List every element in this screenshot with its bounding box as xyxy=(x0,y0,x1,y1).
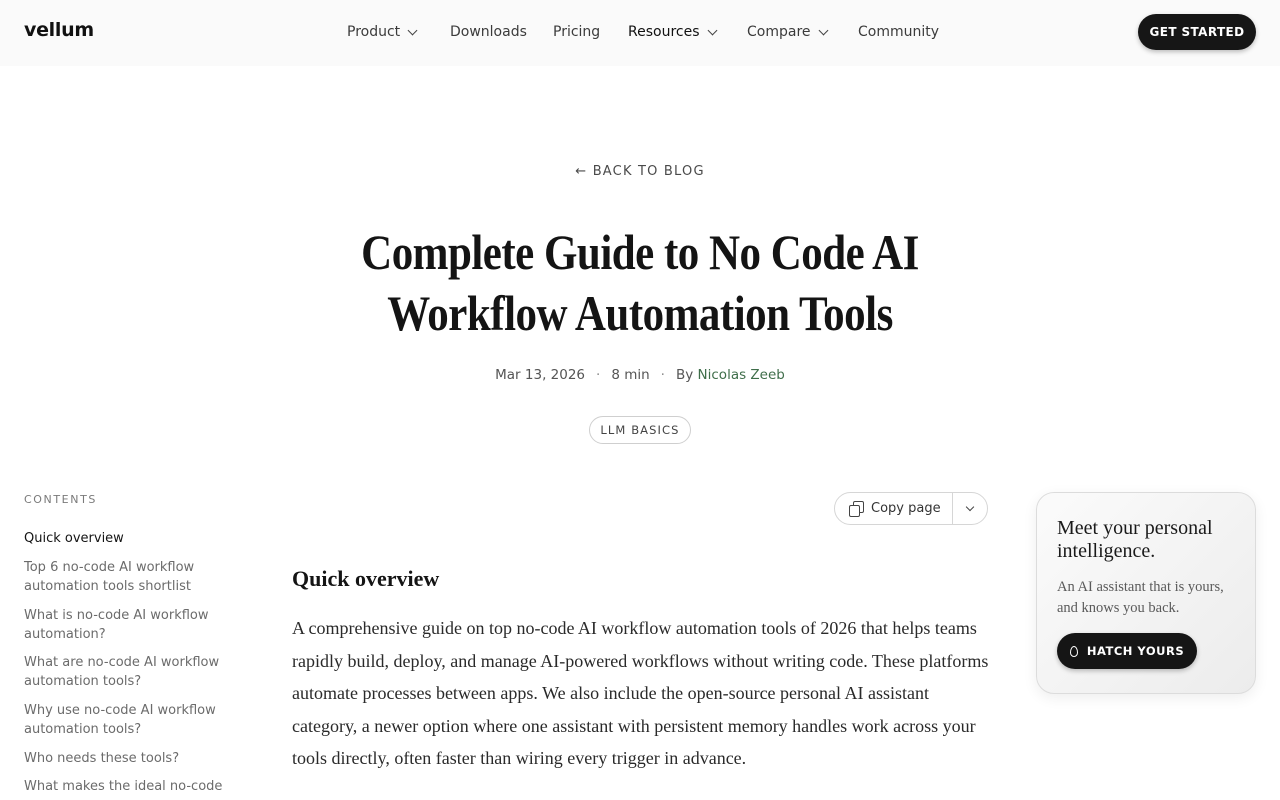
promo-title: Meet your personal intelligence. xyxy=(1057,517,1213,562)
back-to-blog-link[interactable] xyxy=(0,164,1280,179)
nav-community-label: Community xyxy=(858,24,940,40)
copy-icon xyxy=(849,501,863,516)
nav-community[interactable] xyxy=(858,0,939,64)
intro-paragraph: A comprehensive guide on top no-code AI workflow automation tools of 2026 that helps teams rapidly build, deploy, and manage AI-powered workflows without writing code. These platforms automate processes between apps. We also include the open-source personal AI assistant category, a newer option where one assistant with persistent memory handles work across your tools directly, often faster than wiring every trigger in advance. xyxy=(292,618,989,768)
article-meta xyxy=(0,367,1280,383)
copy-page-button[interactable] xyxy=(835,493,953,524)
site-header xyxy=(0,0,1280,66)
hatch-yours-label: HATCH YOURS xyxy=(1086,644,1185,658)
nav-downloads-label: Downloads xyxy=(450,24,527,40)
nav-pricing[interactable] xyxy=(553,0,600,64)
copy-page-control xyxy=(834,492,988,525)
copy-page-label: Copy page xyxy=(871,501,941,516)
read-time: 8 min xyxy=(611,367,650,383)
toc-item-why-use[interactable]: Why use no-code AI workflow automation tools? xyxy=(24,703,216,737)
separator-dot: · xyxy=(596,367,601,383)
back-to-blog-label: ← BACK TO BLOG xyxy=(575,164,705,179)
chevron-down-icon xyxy=(966,502,974,510)
toc-item-what-is[interactable]: What is no-code AI workflow automation? xyxy=(24,608,209,642)
nav-compare[interactable] xyxy=(747,0,827,64)
chevron-down-icon xyxy=(818,25,828,35)
category-tag-label: LLM BASICS xyxy=(600,423,680,437)
get-started-button[interactable]: GET STARTED xyxy=(1138,14,1256,50)
nav-pricing-label: Pricing xyxy=(553,24,601,40)
copy-page-menu-button[interactable] xyxy=(953,493,987,524)
toc-heading: CONTENTS xyxy=(24,493,97,506)
hatch-yours-button[interactable] xyxy=(1057,633,1197,669)
nav-resources-label: Resources xyxy=(628,24,700,40)
nav-product[interactable] xyxy=(347,0,416,64)
chevron-down-icon xyxy=(707,25,717,35)
nav-compare-label: Compare xyxy=(747,24,811,40)
vellum-logo[interactable]: vellum xyxy=(24,19,94,41)
byline-prefix: By xyxy=(675,367,694,383)
nav-product-label: Product xyxy=(347,24,401,40)
promo-card xyxy=(1036,492,1256,694)
article-title: Complete Guide to No Code AI Workflow Automation Tools xyxy=(361,224,919,341)
nav-resources[interactable] xyxy=(628,0,716,64)
separator-dot: · xyxy=(660,367,665,383)
author-link[interactable]: Nicolas Zeeb xyxy=(697,367,785,383)
category-tag[interactable] xyxy=(589,416,691,444)
toc-item-who-needs[interactable]: Who needs these tools? xyxy=(24,751,180,766)
promo-subtitle: An AI assistant that is yours, and knows you back. xyxy=(1057,579,1224,616)
toc-item-what-are[interactable]: What are no-code AI workflow automation tools? xyxy=(24,655,220,689)
chevron-down-icon xyxy=(408,25,418,35)
section-heading: Quick overview xyxy=(292,566,440,591)
toc-item-shortlist[interactable]: Top 6 no-code AI workflow automation tools shortlist xyxy=(24,560,195,594)
egg-icon xyxy=(1070,646,1078,657)
nav-downloads[interactable] xyxy=(450,0,527,64)
toc-item-quick-overview[interactable]: Quick overview xyxy=(24,531,124,546)
toc-item-ideal[interactable]: What makes the ideal no-code xyxy=(24,779,223,794)
publish-date: Mar 13, 2026 xyxy=(495,367,586,383)
